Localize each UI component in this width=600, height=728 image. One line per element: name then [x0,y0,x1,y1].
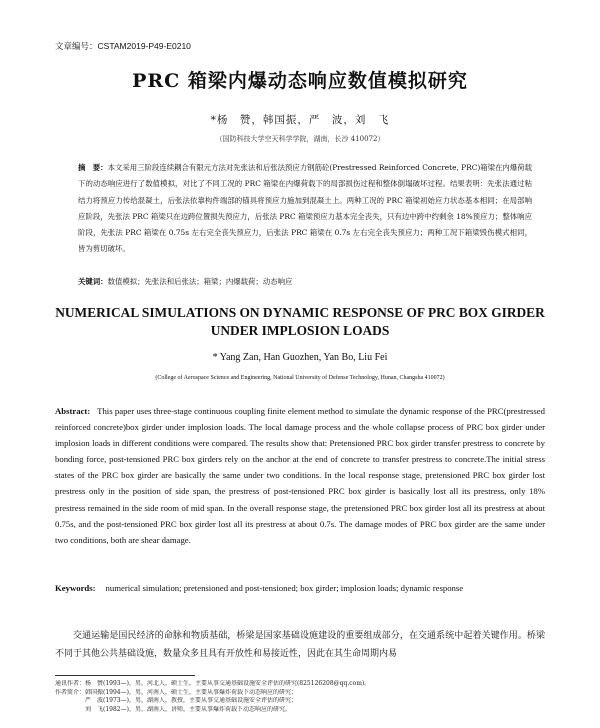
article-number-label: 文章编号： [55,41,98,51]
chinese-affiliation: （国防科技大学空天科学学院，湖南，长沙 410072） [215,135,385,143]
english-keywords [55,580,545,596]
english-authors: * Yang Zan, Han Guozhen, Yan Bo, Liu Fei [212,352,388,363]
article-number [55,40,191,52]
chinese-title: PRC 箱梁内爆动态响应数值模拟研究 [132,70,468,92]
english-abstract [55,403,545,548]
chinese-abstract-text: 本文采用三阶段连续耦合有限元方法对先张法和后张法预应力钢筋砼(Prestressed Reinforced Concrete, PRC)箱梁在内爆荷载下的动态响应进行了数值模拟，对比了不同工况的 PRC 箱梁在内爆荷载下的局部损伤过程和整体倒塌破坏过程。结果表明：先张法通过粘结力将预应力传给混凝土，后张法依靠构件端部的锚具将预应力施加到混凝土上。两种工况的 PRC 箱梁初始应力状态基本相同；在局部响应阶段，先张法 PRC 箱梁只在边跨位置损失预应力，后张法 PRC 箱梁预应力基本完全丧失，只有边中跨中约剩余 18%预应力；整体响应阶段，先张法 PRC 箱梁在 0.75s 左右完全丧失预应力，后张法 PRC 箱梁在 0.7s 左右完全丧失预应力；两种工况下箱梁毁伤模式相同，皆为剪切破坏。 [78,163,532,254]
chinese-abstract [78,160,532,258]
body-paragraph: 交通运输是国民经济的命脉和物质基础，桥梁是国家基础设施建设的重要组成部分，在交通系统中起着关键作用。桥梁不同于其他公共基础设施，数量众多且具有开放性和易接近性，因此在其生命周期内易 [55,631,545,659]
chinese-keywords-label: 关键词： [78,277,108,286]
article-number-value: CSTAM2019-P49-E0210 [97,41,191,51]
footnote-line: 通讯作者：杨 赞(1993—)，男，河北人，硕士生，主要从事交通基础设施安全评估的研究(825126208@qq.com)。 [55,680,371,687]
chinese-keywords [78,276,532,288]
footnote-divider [55,675,195,676]
footnote-line: 作者简介：韩国振(1994—)，男，河南人，硕士生，主要从事爆炸荷载下动态响应的研究； [55,688,297,696]
footnote-line: 刘 飞(1982—)，男，湖南人，讲师，主要从事爆炸荷载下动态响应的研究。 [55,706,291,714]
english-keywords-text: numerical simulation; pretensioned and post-tensioned; box girder; implosion loads; dynamic response [105,583,464,593]
english-abstract-text: This paper uses three-stage continuous coupling finite element method to simulate the dynamic response of the PRC(prestressed reinforced concrete)box girder under implosion loads. The local damage process and the whole collapse process of PRC box girder under implosion loads in different conditions were compared. The results show that: Pretensioned PRC box girder transfer prestress to concrete by bonding force, post-tensioned PRC box girders rely on the anchor at the end of concrete to transfer prestress to concrete.The initial stress states of the PRC box girder are basically the same under two conditions. In the local response stage, pretensioned PRC box girder lost prestress only in the position of side span, the prestress of post-tensioned PRC box girder is basically lost all its prestress, only 18% prestress remained in the side room of mid span. In the overall response stage, the pretensioned PRC box girder lost all its prestress at about 0.75s, and the post-tensioned PRC box girder lost all its prestress at about 0.7s. The damage modes of PRC box girder are the same under two conditions, both are shear damage. [55,406,546,545]
english-affiliation: (College of Aerospace Science and Engineering, National University of Defense Technology, Hunan, Changsha 410072) [155,375,445,381]
chinese-keywords-text: 数值模拟；先张法和后张法；箱梁；内爆载荷；动态响应 [107,277,293,286]
footnotes [55,680,545,715]
chinese-abstract-label: 摘 要： [78,163,108,172]
english-title: NUMERICAL SIMULATIONS ON DYNAMIC RESPONSE OF PRC BOX GIRDER UNDER IMPLOSION LOADS [55,305,545,338]
footnote-line: 严 波(1973—)，男，湖南人，教授，主要从事交通基础设施安全评估的研究； [55,697,297,705]
english-keywords-label: Keywords: [55,583,96,593]
chinese-authors: *杨 赞，韩国振，严 波，刘 飞 [210,114,390,126]
english-abstract-label: Abstract: [55,406,91,416]
